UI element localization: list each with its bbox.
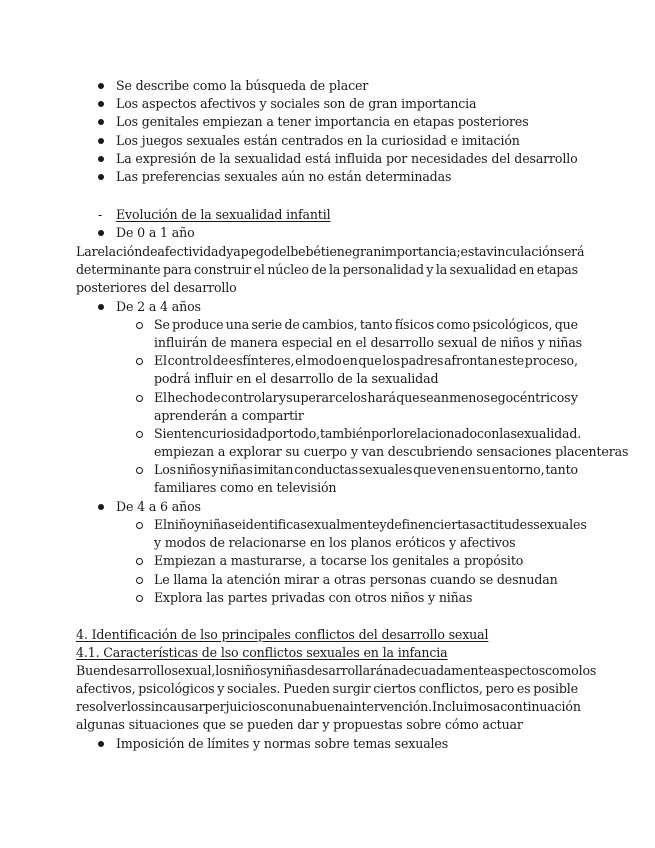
sub-item-line: Le llama la atención mirar a otras personas cuando se desnudan <box>154 572 558 587</box>
paragraph-line: posteriores del desarrollo <box>76 280 237 295</box>
paragraph-line: afectivos, psicológicos y sociales. Pueden surgir ciertos conflictos, pero es posible <box>76 681 578 696</box>
sub-item-line: influirán de manera especial en el desarrollo sexual de niños y niñas <box>154 335 582 350</box>
sub-bullet-icon <box>136 558 143 565</box>
sub-item-line: Explora las partes privadas con otros niños y niñas <box>154 590 473 605</box>
paragraph-line: determinante para construir el núcleo de la personalidad y la sexualidad en etapas <box>76 262 578 277</box>
sub-item-line: podrá influir en el desarrollo de la sexualidad <box>154 371 439 386</box>
bullet-icon <box>98 504 104 510</box>
age-label-2-4: De 2 a 4 años <box>116 299 201 314</box>
paragraph-line: algunas situaciones que se pueden dar y propuestas sobre cómo actuar <box>76 717 523 732</box>
list-item: Los genitales empiezan a tener importancia en etapas posteriores <box>116 114 529 129</box>
sub-item-line: El hecho de controlar y superar celos hará que sean menos egocéntricos y <box>154 390 578 405</box>
sub-item-line: El control de esfínteres, el modo en que los padres afrontan este proceso, <box>154 353 578 368</box>
bullet-icon <box>98 174 104 180</box>
sub-item-line: aprenderán a compartir <box>154 408 304 423</box>
sub-item-line: y modos de relacionarse en los planos eróticos y afectivos <box>154 535 516 550</box>
bullet-icon <box>98 741 104 747</box>
bullet-icon <box>98 138 104 144</box>
bullet-icon <box>98 230 104 236</box>
paragraph-line: Buen desarrollo sexual, los niños y niñas desarrollarán adecuadamente aspectos como los <box>76 663 597 678</box>
sub-bullet-icon <box>136 395 143 402</box>
heading-4: 4. Identificación de lso principales conflictos del desarrollo sexual <box>76 627 489 642</box>
list-item: Los juegos sexuales están centrados en la curiosidad e imitación <box>116 133 520 148</box>
age-label-4-6: De 4 a 6 años <box>116 499 201 514</box>
list-item: Los aspectos afectivos y sociales son de gran importancia <box>116 96 477 111</box>
heading-4-1: 4.1. Características de lso conflictos sexuales en la infancia <box>76 645 448 660</box>
sub-bullet-icon <box>136 522 143 529</box>
age-label-0-1: De 0 a 1 año <box>116 225 195 240</box>
sub-bullet-icon <box>136 322 143 329</box>
sub-item-line: Los niños y niñas imitan conductas sexuales que ven en su entorno, tanto <box>154 462 578 477</box>
list-item: Imposición de límites y normas sobre temas sexuales <box>116 736 449 751</box>
list-item: La expresión de la sexualidad está influida por necesidades del desarrollo <box>116 151 578 166</box>
sub-item-line: Sienten curiosidad por todo, también por lo relacionado con la sexualidad. <box>154 426 582 441</box>
paragraph-line: La relación de afectividad y apego del bebé tiene gran importancia; esta vinculación será <box>76 244 585 259</box>
sub-item-line: El niño y niña se identifica sexualmente y definen ciertas actitudes sexuales <box>154 517 587 532</box>
bullet-icon <box>98 83 104 89</box>
list-item: Se describe como la búsqueda de placer <box>116 78 369 93</box>
paragraph-line: resolverlos sin causar perjuicios con una buena intervención. Incluimos a continuación <box>76 699 581 714</box>
sub-bullet-icon <box>136 358 143 365</box>
sub-bullet-icon <box>136 577 143 584</box>
sub-bullet-icon <box>136 467 143 474</box>
sub-item-line: Se produce una serie de cambios, tanto físicos como psicológicos, que <box>154 317 578 332</box>
sub-bullet-icon <box>136 431 143 438</box>
bullet-icon <box>98 101 104 107</box>
sub-item-line: empiezan a explorar su cuerpo y van descubriendo sensaciones placenteras <box>154 444 629 459</box>
section-title: Evolución de la sexualidad infantil <box>116 207 331 222</box>
sub-bullet-icon <box>136 595 143 602</box>
sub-item-line: familiares como en televisión <box>154 480 337 495</box>
section-dash: - <box>98 207 103 222</box>
sub-item-line: Empiezan a masturarse, a tocarse los genitales a propósito <box>154 553 524 568</box>
bullet-icon <box>98 156 104 162</box>
bullet-icon <box>98 119 104 125</box>
bullet-icon <box>98 304 104 310</box>
list-item: Las preferencias sexuales aún no están determinadas <box>116 169 452 184</box>
